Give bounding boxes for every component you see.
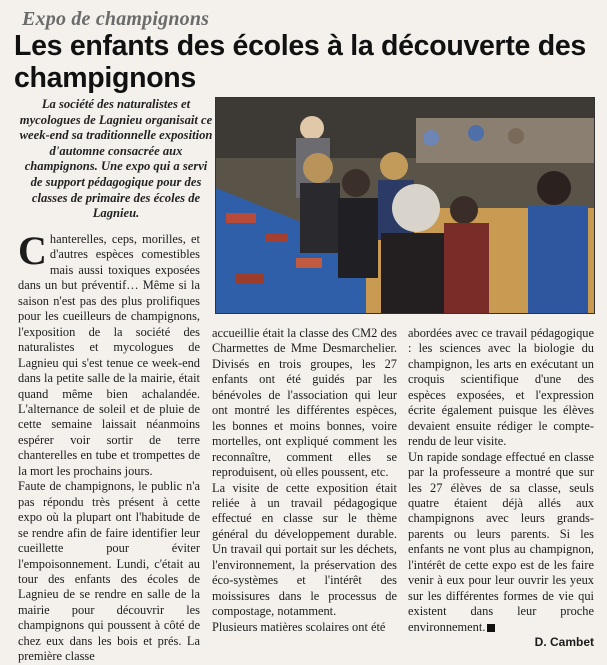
article-paragraph: abordées avec ce travail pédagogique : les sciences avec la biologie du champignon, les arts en exécutant un croquis scientifique d'une des espèces exposées, et l'expression écrite également puisque les élèves devaient ensuite rédiger le compte-rendu de leur visite. — [408, 326, 594, 449]
article-headline: Les enfants des écoles à la découverte des champignons — [14, 30, 586, 94]
article-paragraph: Faute de champignons, le public n'a pas répondu très présent à cette expo où la plupart ont l'habitude de se rendre afin de faire identifier leur cueillette pour éviter l'empoisonnement. Lundi, c'était au tour des enfants des écoles de Lagnieu de se rendre en salle de la mairie pour découvrir les champignons qui poussent à côté de chez eux dans les bois et prés. La première classe — [18, 479, 200, 664]
article-paragraph — [18, 228, 200, 479]
article-paragraph: Plusieurs matières scolaires ont été — [212, 619, 386, 634]
article-kicker: Expo de champignons — [22, 8, 210, 30]
signature-line — [408, 635, 594, 650]
drop-cap: C — [18, 228, 47, 273]
children-at-exhibition-photo — [216, 98, 594, 313]
article-paragraph: La visite de cette exposition était reliée à un travail pédagogique effectué en classe sur le thème général du développement durable. Un travail qui portait sur les déchets, l'environnement, la préservation des éco-systèmes et l'intérêt des moissisures dans le processus de compostage, notamment. — [212, 480, 397, 619]
article-column-2 — [212, 326, 397, 635]
article-photo — [215, 97, 595, 314]
article-lede: La société des naturalistes et mycologues de Lagnieu organisait ce week-end sa traditionnelle exposition d'automne consacrée aux champignons. Une expo qui a servi de support pédagogique pour des classes de primaire des écoles de Lagnieu. — [19, 97, 213, 221]
end-of-article-mark — [487, 624, 495, 632]
author-signature: D. Cambet — [534, 635, 594, 650]
article-column-3 — [408, 326, 594, 651]
article-paragraph — [408, 450, 594, 635]
article-paragraph-text: Un rapide sondage effectué en classe par la professeure a montré que sur les 27 élèves de sa classe, seuls quatre étaient déjà allés aux champignons avec leurs grands-parents ou leurs parents. Si les enfants ne vont plus au champignon, l'intérêt de cette expo est de les faire venir à eux pour leur ouvrir les yeux sur les différentes formes de vie qui existent dans leur proche environnement. — [408, 449, 594, 634]
article-paragraph-text: hanterelles, ceps, morilles, et d'autres espèces comestibles mais aussi toxiques exposées dans un but préventif… Même si la saison n'est pas des plus prolifiques pour les cueilleurs de champignons, l'exposition de la société des naturalistes et mycologues de Lagnieu qui s'est tenue ce week-end dans la petite salle de la mairie, était quand même bien achalandée. L'alternance de soleil et de pluie de cette semaine laissait néanmoins espérer voir sortir de terre chanterelles en tube et trompettes de la mort les prochains jours. — [18, 232, 200, 478]
article-paragraph: accueillie était la classe des CM2 des Charmettes de Mme Desmarchelier. Divisés en trois groupes, les 27 enfants ont été guidés par les bénévoles de l'association qui leur ont montré les différentes espèces, les bonnes et moins bonnes, voire mortelles, ont expliqué comment les reconnaître, comment elles se reproduisent, où elles poussent, etc. — [212, 326, 397, 480]
